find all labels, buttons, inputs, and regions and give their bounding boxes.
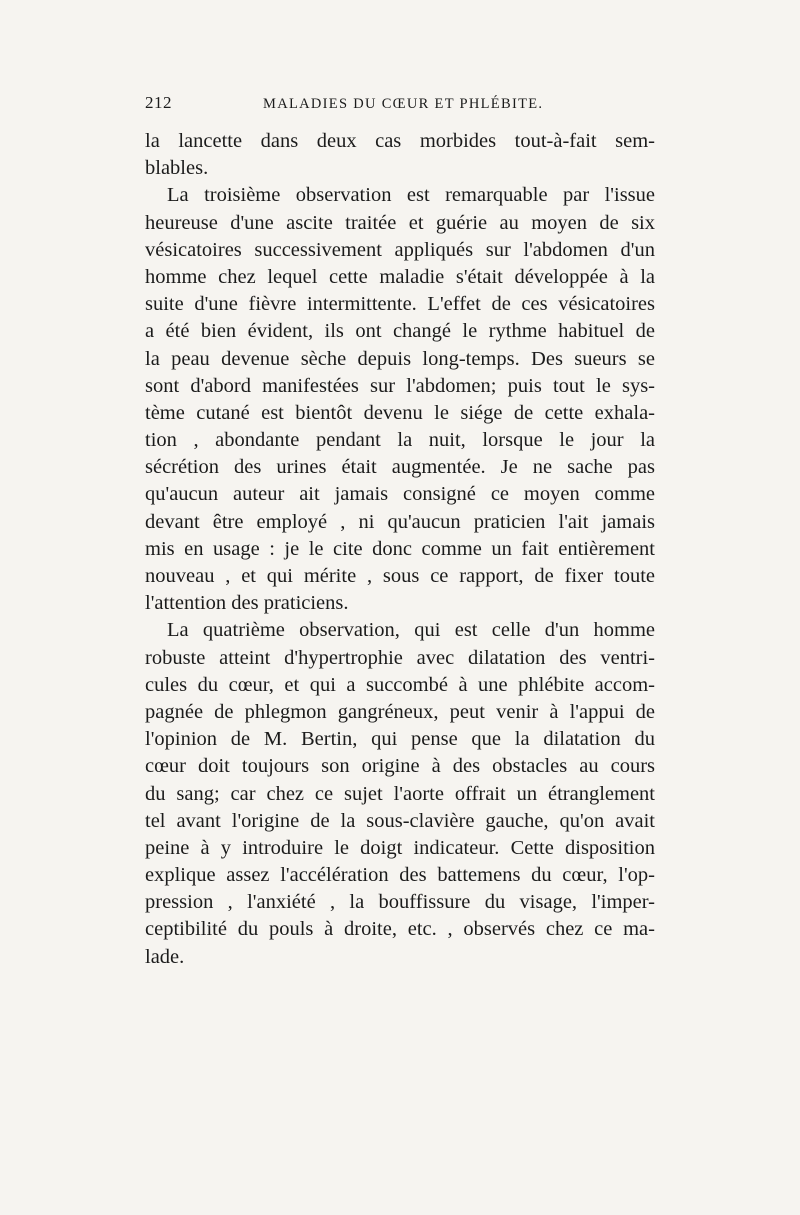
text-line: ceptibilité du pouls à droite, etc. , observés chez ce ma- (145, 918, 655, 941)
text-line: suite d'une fièvre intermittente. L'effet de ces vésicatoires (145, 293, 655, 316)
text-line: nouveau , et qui mérite , sous ce rapport, de fixer toute (145, 565, 655, 587)
text-line: qu'aucun auteur ait jamais consigné ce moyen comme (145, 483, 655, 506)
text-line: lade. (145, 945, 185, 968)
text-line: cœur doit toujours son origine à des obstacles au cours (145, 755, 655, 778)
text-line: tel avant l'origine de la sous-clavière gauche, qu'on avait (145, 809, 655, 832)
text-line: homme chez lequel cette maladie s'était développée à la (145, 265, 655, 288)
text-line: heureuse d'une ascite traitée et guérie au moyen de six (145, 211, 655, 234)
text-line: devant être employé , ni qu'aucun praticien l'ait jamais (145, 510, 655, 533)
text-line: a été bien évident, ils ont changé le rythme habituel de (145, 320, 655, 343)
text-line: La quatrième observation, qui est celle d'un homme (167, 619, 655, 642)
running-head (145, 93, 655, 119)
text-line: l'attention des praticiens. (145, 592, 349, 615)
text-line: La troisième observation est remarquable par l'issue (167, 184, 655, 207)
text-line: pagnée de phlegmon gangréneux, peut venir à l'appui de (145, 700, 655, 723)
text-line: blables. (145, 157, 209, 180)
text-line: du sang; car chez ce sujet l'aorte offrait un étranglement (145, 782, 655, 805)
text-line: pression , l'anxiété , la bouffissure du visage, l'imper- (145, 891, 655, 914)
text-line: vésicatoires successivement appliqués sur l'abdomen d'un (145, 238, 655, 261)
text-line: robuste atteint d'hypertrophie avec dilatation des ventri- (145, 646, 655, 669)
text-line: mis en usage : je le cite donc comme un fait entièrement (145, 537, 655, 560)
text-line: la lancette dans deux cas morbides tout-à-fait sem- (145, 130, 655, 152)
text-line: peine à y introduire le doigt indicateur. Cette disposition (145, 836, 655, 859)
running-title: MALADIES DU CŒUR ET PHLÉBITE. (263, 96, 544, 112)
text-line: explique assez l'accélération des battemens du cœur, l'op- (145, 864, 655, 887)
text-line: sont d'abord manifestées sur l'abdomen; puis tout le sys- (145, 374, 655, 397)
page-number: 212 (145, 93, 172, 112)
text-line: tion , abondante pendant la nuit, lorsque le jour la (145, 429, 655, 452)
text-line: tème cutané est bientôt devenu le siége de cette exhala- (145, 401, 655, 424)
text-line: l'opinion de M. Bertin, qui pense que la dilatation du (145, 728, 655, 751)
text-line: sécrétion des urines était augmentée. Je ne sache pas (145, 456, 655, 479)
body-text (145, 128, 655, 971)
text-line: cules du cœur, et qui a succombé à une phlébite accom- (145, 673, 655, 696)
text-line: la peau devenue sèche depuis long-temps. Des sueurs se (145, 347, 655, 370)
